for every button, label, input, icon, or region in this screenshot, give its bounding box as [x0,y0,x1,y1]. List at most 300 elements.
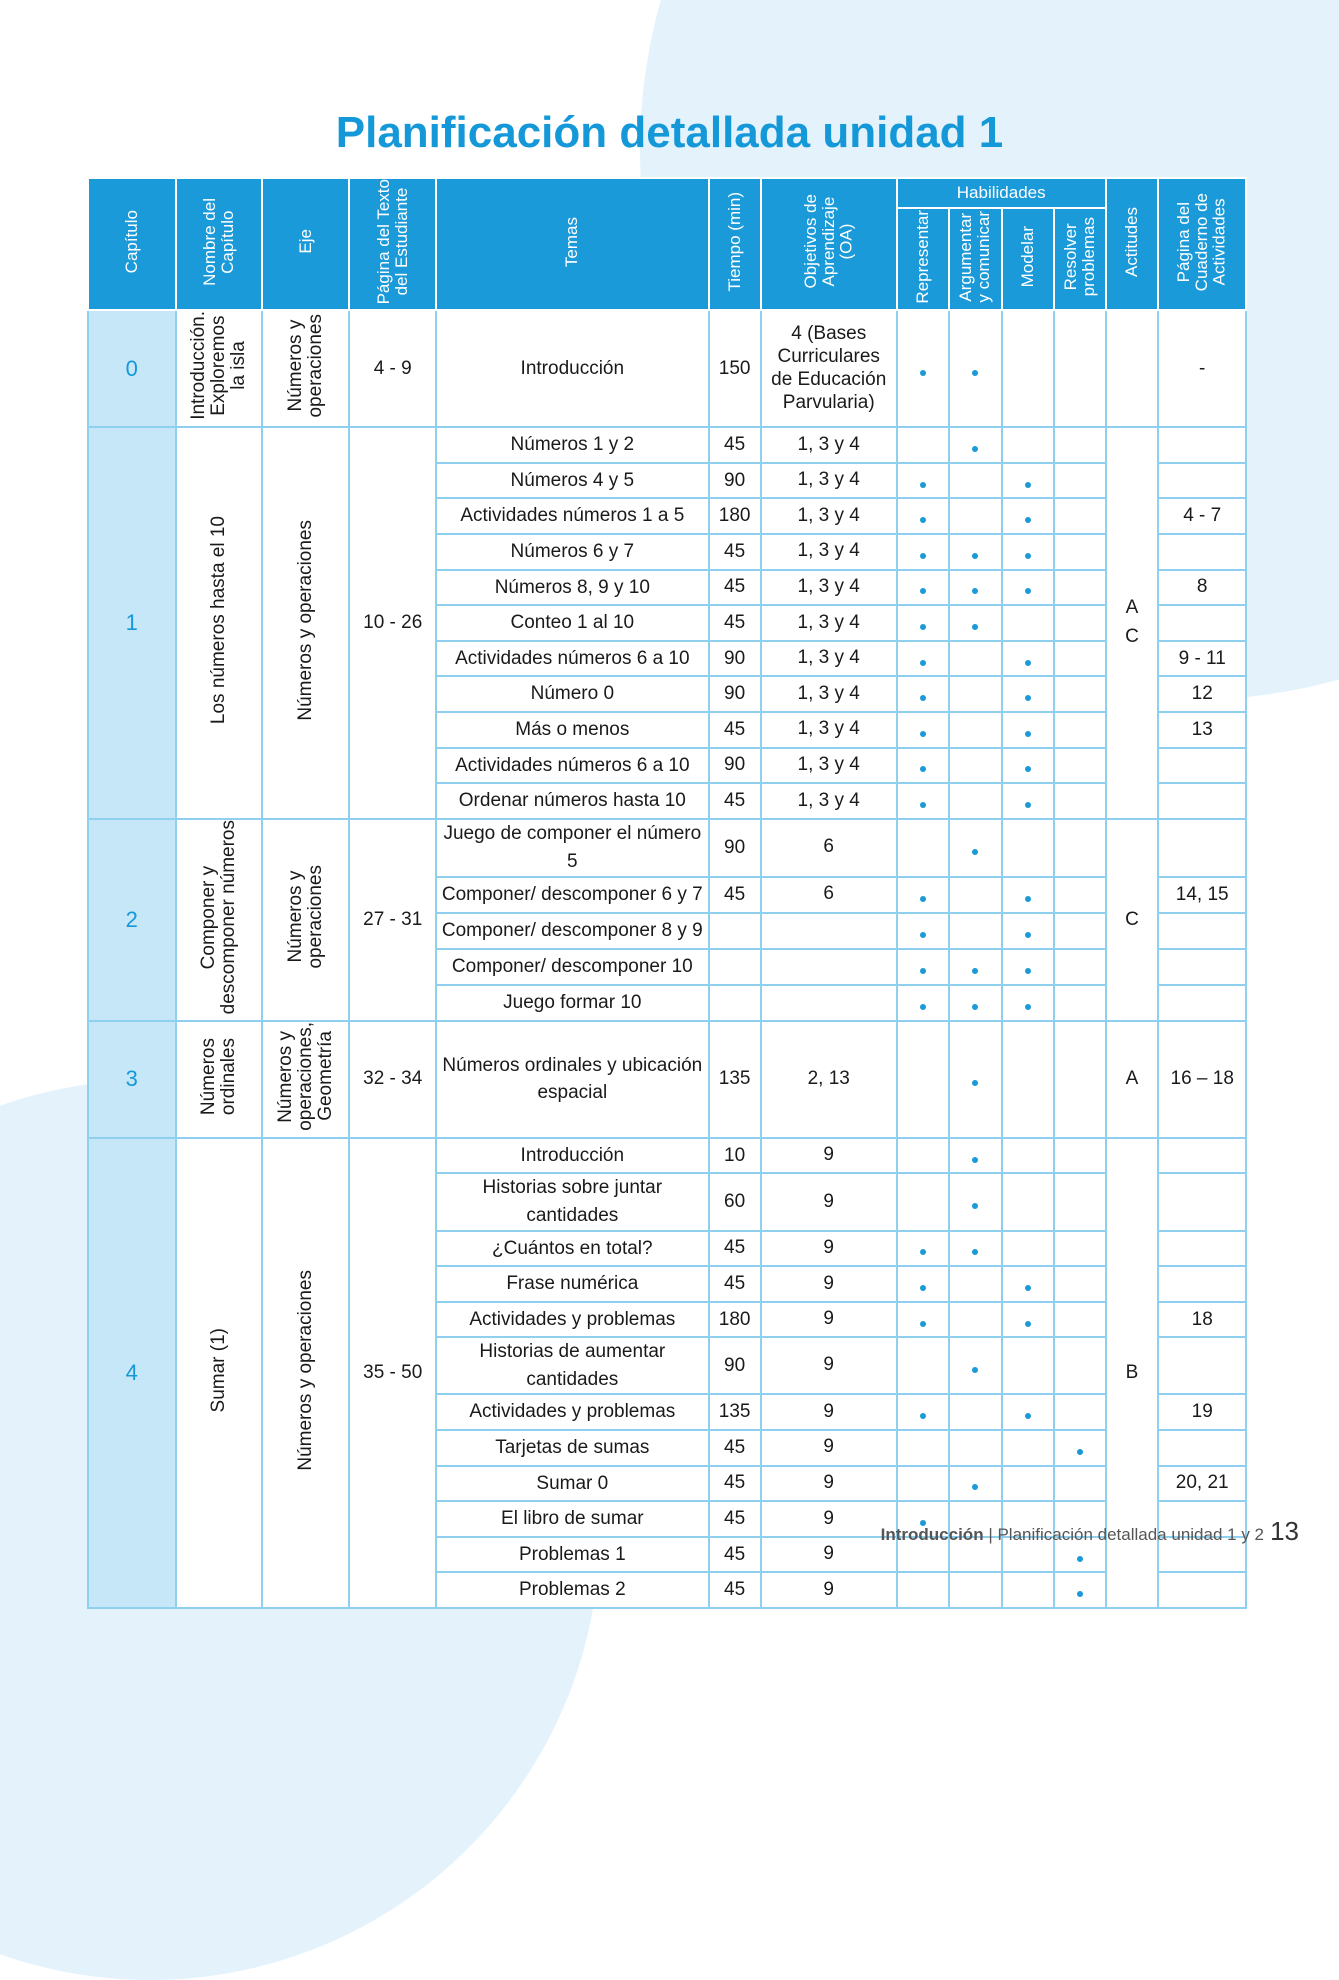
tema-cell: Números 6 y 7 [436,534,709,570]
actitudes-cell: B [1106,1138,1159,1608]
habilidad-representar-cell [897,1138,949,1174]
bullet-dot-icon [1025,553,1031,559]
tema-cell: Problemas 1 [436,1537,709,1573]
tema-cell: Tarjetas de sumas [436,1430,709,1466]
chapter-number: 4 [88,1138,176,1608]
chapter-pages: 35 - 50 [349,1138,435,1608]
cuaderno-page-cell: 19 [1158,1394,1246,1430]
habilidad-modelar-cell [1002,748,1054,784]
oa-cell: 9 [761,1537,897,1573]
tema-cell: Componer/ descomponer 6 y 7 [436,877,709,913]
tema-cell: Conteo 1 al 10 [436,605,709,641]
bullet-dot-icon [1025,896,1031,902]
cuaderno-page-cell: 13 [1158,712,1246,748]
habilidad-modelar-cell [1002,1337,1054,1394]
header-modelar: Modelar [1002,208,1054,310]
habilidad-resolver-cell [1054,783,1106,819]
tiempo-cell: 90 [709,641,761,677]
bullet-dot-icon [1025,660,1031,666]
bullet-dot-icon [1025,695,1031,701]
habilidad-representar-cell [897,949,949,985]
chapter-eje: Números y operaciones [262,819,350,1021]
bullet-dot-icon [1025,1285,1031,1291]
tema-cell: Actividades números 6 a 10 [436,641,709,677]
tiempo-cell: 45 [709,427,761,463]
habilidad-resolver-cell [1054,1394,1106,1430]
habilidad-resolver-cell [1054,913,1106,949]
habilidad-resolver-cell [1054,712,1106,748]
habilidad-modelar-cell [1002,427,1054,463]
habilidad-representar-cell [897,1337,949,1394]
cuaderno-page-cell: 18 [1158,1302,1246,1338]
oa-cell: 1, 3 y 4 [761,427,897,463]
habilidad-modelar-cell [1002,1302,1054,1338]
table-body [88,310,1246,1608]
table-row [88,1138,1246,1174]
chapter-pages: 4 - 9 [349,310,435,427]
oa-cell: 9 [761,1572,897,1608]
bullet-dot-icon [920,553,926,559]
habilidad-modelar-cell [1002,712,1054,748]
bullet-dot-icon [920,766,926,772]
header-objetivos: Objetivos de Aprendizaje (OA) [761,178,897,310]
habilidad-representar-cell [897,676,949,712]
actitudes-cell [1106,310,1159,427]
oa-cell: 9 [761,1501,897,1537]
cuaderno-page-cell [1158,949,1246,985]
habilidad-resolver-cell [1054,534,1106,570]
habilidad-argumentar-cell [949,498,1002,534]
footer-separator: | [983,1525,998,1544]
habilidad-argumentar-cell [949,712,1002,748]
habilidad-representar-cell [897,1430,949,1466]
table-row [88,310,1246,427]
habilidad-representar-cell [897,1572,949,1608]
bullet-dot-icon [972,849,978,855]
chapter-name: Sumar (1) [176,1138,262,1608]
cuaderno-page-cell [1158,985,1246,1021]
habilidad-modelar-cell [1002,1266,1054,1302]
habilidad-argumentar-cell [949,1466,1002,1502]
chapter-pages: 10 - 26 [349,427,435,819]
habilidad-representar-cell [897,985,949,1021]
tema-cell: Frase numérica [436,1266,709,1302]
bullet-dot-icon [920,1321,926,1327]
cuaderno-page-cell [1158,463,1246,499]
habilidad-representar-cell [897,570,949,606]
habilidad-representar-cell [897,498,949,534]
habilidad-representar-cell [897,712,949,748]
bullet-dot-icon [1025,482,1031,488]
tema-cell: Números ordinales y ubicación espacial [436,1021,709,1138]
bullet-dot-icon [1025,1321,1031,1327]
header-representar: Representar [897,208,949,310]
cuaderno-page-cell: 12 [1158,676,1246,712]
cuaderno-page-cell [1158,605,1246,641]
tiempo-cell: 150 [709,310,761,427]
oa-cell: 1, 3 y 4 [761,748,897,784]
habilidad-resolver-cell [1054,1021,1106,1138]
habilidad-resolver-cell [1054,1173,1106,1230]
habilidad-modelar-cell [1002,783,1054,819]
cuaderno-page-cell [1158,1430,1246,1466]
cuaderno-page-cell [1158,1231,1246,1267]
habilidad-modelar-cell [1002,310,1054,427]
habilidad-resolver-cell [1054,310,1106,427]
tiempo-cell: 90 [709,676,761,712]
habilidad-argumentar-cell [949,1572,1002,1608]
tema-cell: Juego de componer el número 5 [436,819,709,877]
bullet-dot-icon [972,1157,978,1163]
bullet-dot-icon [920,1413,926,1419]
habilidad-argumentar-cell [949,985,1002,1021]
chapter-pages: 32 - 34 [349,1021,435,1138]
cuaderno-page-cell: 9 - 11 [1158,641,1246,677]
chapter-number: 1 [88,427,176,819]
tiempo-cell [709,985,761,1021]
habilidad-modelar-cell [1002,463,1054,499]
tiempo-cell [709,949,761,985]
habilidad-representar-cell [897,641,949,677]
tema-cell: Historias de aumentar cantidades [436,1337,709,1394]
tema-cell: ¿Cuántos en total? [436,1231,709,1267]
bullet-dot-icon [972,1367,978,1373]
header-resolver: Resolver problemas [1054,208,1106,310]
tema-cell: Número 0 [436,676,709,712]
tiempo-cell: 45 [709,605,761,641]
tema-cell: Números 1 y 2 [436,427,709,463]
habilidad-resolver-cell [1054,748,1106,784]
bullet-dot-icon [920,896,926,902]
habilidad-modelar-cell [1002,1021,1054,1138]
bullet-dot-icon [920,1285,926,1291]
habilidad-argumentar-cell [949,1021,1002,1138]
tiempo-cell: 45 [709,877,761,913]
bullet-dot-icon [920,731,926,737]
tema-cell: Ordenar números hasta 10 [436,783,709,819]
tiempo-cell: 180 [709,498,761,534]
habilidad-representar-cell [897,1266,949,1302]
habilidad-modelar-cell [1002,1466,1054,1502]
habilidad-resolver-cell [1054,1430,1106,1466]
cuaderno-page-cell [1158,913,1246,949]
habilidad-modelar-cell [1002,605,1054,641]
habilidad-argumentar-cell [949,641,1002,677]
oa-cell: 1, 3 y 4 [761,712,897,748]
oa-cell: 6 [761,819,897,877]
oa-cell: 9 [761,1138,897,1174]
tiempo-cell: 45 [709,1466,761,1502]
oa-cell: 1, 3 y 4 [761,534,897,570]
bullet-dot-icon [1025,968,1031,974]
tiempo-cell [709,913,761,949]
tema-cell: Introducción [436,310,709,427]
chapter-number: 2 [88,819,176,1021]
habilidad-argumentar-cell [949,1430,1002,1466]
oa-cell: 1, 3 y 4 [761,498,897,534]
habilidad-argumentar-cell [949,676,1002,712]
tiempo-cell: 45 [709,534,761,570]
habilidad-modelar-cell [1002,877,1054,913]
habilidad-representar-cell [897,1021,949,1138]
bullet-dot-icon [1025,1004,1031,1010]
tema-cell: Problemas 2 [436,1572,709,1608]
tema-cell: Actividades y problemas [436,1302,709,1338]
habilidad-resolver-cell [1054,819,1106,877]
tema-cell: Sumar 0 [436,1466,709,1502]
bullet-dot-icon [920,968,926,974]
chapter-name: Componer y descomponer números [176,819,262,1021]
bullet-dot-icon [920,1249,926,1255]
page-title: Planificación detallada unidad 1 [335,108,1004,157]
cuaderno-page-cell [1158,748,1246,784]
habilidad-argumentar-cell [949,534,1002,570]
bullet-dot-icon [920,802,926,808]
habilidad-argumentar-cell [949,877,1002,913]
bullet-dot-icon [920,932,926,938]
tema-cell: Actividades números 6 a 10 [436,748,709,784]
bullet-dot-icon [972,1004,978,1010]
oa-cell: 9 [761,1430,897,1466]
bullet-dot-icon [972,370,978,376]
bullet-dot-icon [920,482,926,488]
oa-cell: 1, 3 y 4 [761,783,897,819]
tiempo-cell: 180 [709,1302,761,1338]
bullet-dot-icon [972,968,978,974]
habilidad-resolver-cell [1054,985,1106,1021]
habilidad-resolver-cell [1054,1302,1106,1338]
habilidad-representar-cell [897,310,949,427]
bullet-dot-icon [972,553,978,559]
cuaderno-page-cell [1158,783,1246,819]
tiempo-cell: 135 [709,1394,761,1430]
habilidad-modelar-cell [1002,819,1054,877]
header-argumentar: Argumentar y comunicar [949,208,1002,310]
tiempo-cell: 45 [709,1537,761,1573]
bullet-dot-icon [1025,731,1031,737]
habilidad-argumentar-cell [949,1231,1002,1267]
table-row [88,1021,1246,1138]
habilidad-representar-cell [897,534,949,570]
cuaderno-page-cell: 8 [1158,570,1246,606]
habilidad-resolver-cell [1054,605,1106,641]
habilidad-modelar-cell [1002,949,1054,985]
cuaderno-page-cell: 4 - 7 [1158,498,1246,534]
bullet-dot-icon [920,588,926,594]
tema-cell: Componer/ descomponer 10 [436,949,709,985]
habilidad-representar-cell [897,1466,949,1502]
oa-cell: 1, 3 y 4 [761,605,897,641]
actitudes-cell: C [1106,819,1159,1021]
header-temas: Temas [436,178,709,310]
habilidad-argumentar-cell [949,1337,1002,1394]
habilidad-representar-cell [897,783,949,819]
bullet-dot-icon [972,1484,978,1490]
oa-cell: 1, 3 y 4 [761,570,897,606]
bullet-dot-icon [972,1249,978,1255]
chapter-eje: Números y operaciones [262,310,350,427]
habilidad-argumentar-cell [949,783,1002,819]
tiempo-cell: 45 [709,570,761,606]
habilidad-modelar-cell [1002,1231,1054,1267]
habilidad-resolver-cell [1054,427,1106,463]
habilidad-modelar-cell [1002,985,1054,1021]
habilidad-argumentar-cell [949,1138,1002,1174]
cuaderno-page-cell [1158,534,1246,570]
header-eje: Eje [262,178,350,310]
table-header [88,178,1246,310]
tema-cell: Actividades números 1 a 5 [436,498,709,534]
habilidad-resolver-cell [1054,1231,1106,1267]
habilidad-argumentar-cell [949,913,1002,949]
habilidad-argumentar-cell [949,605,1002,641]
tiempo-cell: 45 [709,712,761,748]
oa-cell: 2, 13 [761,1021,897,1138]
habilidad-argumentar-cell [949,748,1002,784]
bullet-dot-icon [1025,802,1031,808]
tiempo-cell: 90 [709,819,761,877]
habilidad-modelar-cell [1002,641,1054,677]
oa-cell: 9 [761,1231,897,1267]
tiempo-cell: 60 [709,1173,761,1230]
habilidad-modelar-cell [1002,1394,1054,1430]
cuaderno-page-cell [1158,1572,1246,1608]
bullet-dot-icon [1025,517,1031,523]
actitudes-cell: A [1106,1021,1159,1138]
oa-cell: 9 [761,1302,897,1338]
table-row [88,427,1246,463]
header-pagina-cuaderno: Página del Cuaderno de Actividades [1158,178,1246,310]
chapter-name: Números ordinales [176,1021,262,1138]
habilidad-modelar-cell [1002,534,1054,570]
planning-table [87,177,1247,1609]
habilidad-resolver-cell [1054,641,1106,677]
cuaderno-page-cell [1158,1266,1246,1302]
bullet-dot-icon [920,660,926,666]
tiempo-cell: 45 [709,1231,761,1267]
bullet-dot-icon [1077,1591,1083,1597]
habilidad-resolver-cell [1054,949,1106,985]
chapter-name: Los números hasta el 10 [176,427,262,819]
cuaderno-page-cell: - [1158,310,1246,427]
habilidad-resolver-cell [1054,877,1106,913]
tema-cell: Números 8, 9 y 10 [436,570,709,606]
habilidad-modelar-cell [1002,1173,1054,1230]
habilidad-argumentar-cell [949,1302,1002,1338]
habilidad-representar-cell [897,748,949,784]
oa-cell: 9 [761,1266,897,1302]
habilidad-argumentar-cell [949,570,1002,606]
tema-cell: Introducción [436,1138,709,1174]
oa-cell: 9 [761,1173,897,1230]
habilidad-modelar-cell [1002,570,1054,606]
chapter-pages: 27 - 31 [349,819,435,1021]
bullet-dot-icon [920,1004,926,1010]
tiempo-cell: 90 [709,748,761,784]
oa-cell: 1, 3 y 4 [761,463,897,499]
header-capitulo: Capítulo [88,178,176,310]
habilidad-modelar-cell [1002,676,1054,712]
habilidad-argumentar-cell [949,1394,1002,1430]
chapter-eje: Números y operaciones [262,427,350,819]
habilidad-argumentar-cell [949,1266,1002,1302]
habilidad-resolver-cell [1054,1266,1106,1302]
oa-cell [761,985,897,1021]
habilidad-representar-cell [897,1173,949,1230]
cuaderno-page-cell [1158,1138,1246,1174]
habilidad-argumentar-cell [949,427,1002,463]
tiempo-cell: 45 [709,1572,761,1608]
habilidad-resolver-cell [1054,1466,1106,1502]
habilidad-representar-cell [897,463,949,499]
oa-cell: 1, 3 y 4 [761,641,897,677]
habilidad-argumentar-cell [949,463,1002,499]
cuaderno-page-cell: 20, 21 [1158,1466,1246,1502]
cuaderno-page-cell [1158,1337,1246,1394]
bullet-dot-icon [1077,1449,1083,1455]
oa-cell: 6 [761,877,897,913]
habilidad-representar-cell [897,1231,949,1267]
tema-cell: Juego formar 10 [436,985,709,1021]
tiempo-cell: 45 [709,1430,761,1466]
chapter-number: 3 [88,1021,176,1138]
tiempo-cell: 10 [709,1138,761,1174]
footer-section: Introducción [880,1525,984,1544]
bullet-dot-icon [920,624,926,630]
cuaderno-page-cell [1158,819,1246,877]
header-habilidades: Habilidades [897,178,1106,208]
actitudes-cell: A C [1106,427,1159,819]
tiempo-cell: 90 [709,1337,761,1394]
habilidad-modelar-cell [1002,1138,1054,1174]
habilidad-representar-cell [897,1394,949,1430]
header-actitudes: Actitudes [1106,178,1159,310]
bullet-dot-icon [972,1080,978,1086]
cuaderno-page-cell [1158,1173,1246,1230]
tiempo-cell: 45 [709,1501,761,1537]
habilidad-resolver-cell [1054,498,1106,534]
habilidad-representar-cell [897,819,949,877]
habilidad-resolver-cell [1054,1572,1106,1608]
chapter-eje: Números y operaciones [262,1138,350,1608]
cuaderno-page-cell: 14, 15 [1158,877,1246,913]
bullet-dot-icon [972,1203,978,1209]
tiempo-cell: 45 [709,783,761,819]
oa-cell: 1, 3 y 4 [761,676,897,712]
habilidad-modelar-cell [1002,913,1054,949]
header-pagina-texto: Página del Texto del Estudiante [349,178,435,310]
habilidad-representar-cell [897,913,949,949]
habilidad-argumentar-cell [949,1173,1002,1230]
chapter-name: Introducción. Exploremos la isla [176,310,262,427]
habilidad-resolver-cell [1054,1138,1106,1174]
habilidad-representar-cell [897,1302,949,1338]
habilidad-resolver-cell [1054,570,1106,606]
tema-cell: El libro de sumar [436,1501,709,1537]
tiempo-cell: 135 [709,1021,761,1138]
tema-cell: Actividades y problemas [436,1394,709,1430]
habilidad-representar-cell [897,605,949,641]
header-nombre-capitulo: Nombre del Capítulo [176,178,262,310]
cuaderno-page-cell: 16 – 18 [1158,1021,1246,1138]
tiempo-cell: 90 [709,463,761,499]
habilidad-resolver-cell [1054,1337,1106,1394]
oa-cell: 4 (Bases Curriculares de Educación Parvularia) [761,310,897,427]
bullet-dot-icon [1025,766,1031,772]
habilidad-argumentar-cell [949,949,1002,985]
cuaderno-page-cell [1158,427,1246,463]
tema-cell: Números 4 y 5 [436,463,709,499]
